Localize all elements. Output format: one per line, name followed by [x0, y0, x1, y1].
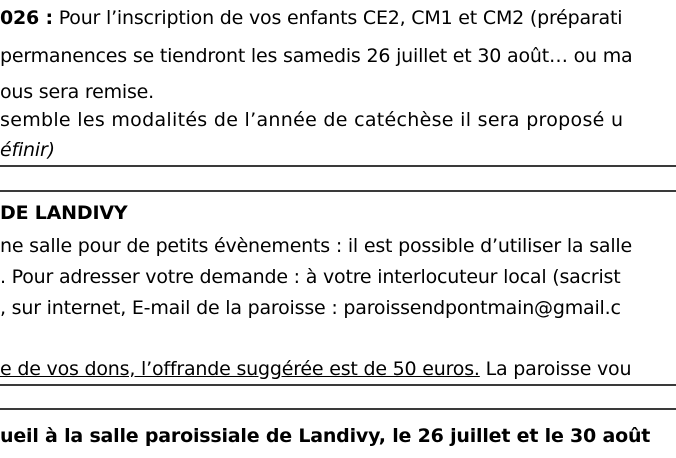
section-divider-2: [0, 190, 676, 192]
landivy-line-1: ne salle pour de petits évènements : il est possible d’utiliser la salle: [0, 235, 632, 257]
catechism-year-label: 026 :: [0, 7, 53, 29]
catechism-line-3: ous sera remise.: [0, 81, 154, 103]
donation-rest: La paroisse vou: [479, 358, 632, 380]
section-divider-4: [0, 408, 676, 410]
catechism-line-2: permanences se tiendront les samedis 26 juillet et 30 août… ou ma: [0, 45, 633, 67]
section-divider-1: [0, 165, 676, 167]
catechism-registration-text: Pour l’inscription de vos enfants CE2, CM1 et CM2 (préparati: [52, 7, 623, 29]
donation-suggestion: e de vos dons, l’offrande suggérée est de 50 euros.: [0, 358, 480, 380]
landivy-section-title: DE LANDIVY: [0, 202, 128, 224]
landivy-line-3: , sur internet, E-mail de la paroisse : paroissendpontmain@gmail.c: [0, 297, 621, 319]
section-divider-3: [0, 384, 676, 386]
landivy-line-2: . Pour adresser votre demande : à votre interlocuteur local (sacrist: [0, 266, 621, 288]
landivy-line-4: [0, 357, 631, 381]
catechism-line-5: éfinir): [0, 139, 55, 161]
catechism-line-1: [0, 6, 622, 30]
welcome-line-1: ueil à la salle paroissiale de Landivy, le 26 juillet et le 30 août: [0, 425, 651, 447]
catechism-line-4: semble les modalités de l’année de catéchèse il sera proposé u: [0, 109, 624, 131]
